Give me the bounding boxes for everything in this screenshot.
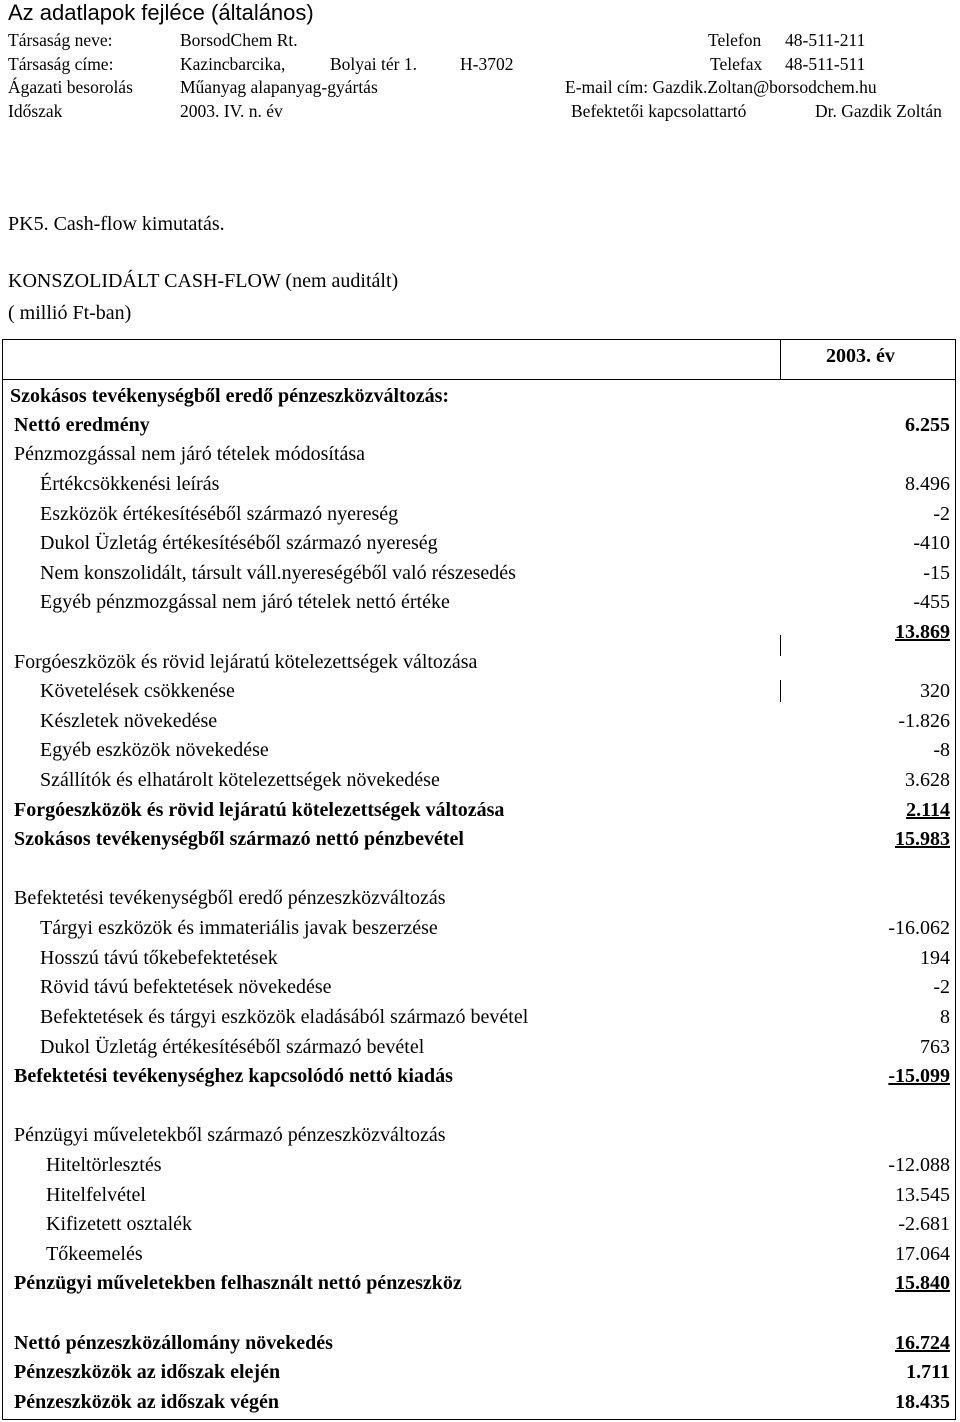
row-value: 15.983 [895, 828, 950, 850]
row-label: Nettó eredmény [14, 414, 150, 436]
row-label: Hosszú távú tőkebefektetések [40, 947, 278, 969]
row-value: -15 [923, 562, 950, 584]
table-row [0, 1154, 956, 1182]
column-divider [780, 339, 781, 380]
row-label: Egyéb eszközök növekedése [40, 739, 269, 761]
sector-value: Műanyag alapanyag-gyártás [180, 77, 378, 97]
row-value: -2 [933, 503, 950, 525]
table-row [0, 562, 956, 590]
table-row [0, 710, 956, 738]
sector-label: Ágazati besorolás [8, 77, 133, 97]
row-value: -2.681 [898, 1213, 950, 1235]
row-label: Készletek növekedése [40, 710, 218, 732]
row-label: Pénzeszközök az időszak végén [14, 1391, 279, 1413]
row-label: Pénzeszközök az időszak elején [14, 1361, 281, 1383]
company-name: BorsodChem Rt. [180, 30, 298, 50]
row-value: 15.840 [895, 1272, 950, 1294]
year-header: 2003. év [826, 345, 895, 367]
row-value: -12.088 [888, 1154, 950, 1176]
table-row [0, 917, 956, 945]
table-row [0, 1332, 956, 1360]
row-value: -1.826 [898, 710, 950, 732]
table-row [0, 1272, 956, 1300]
table-row [0, 621, 956, 649]
address-city: Kazincbarcika, [180, 54, 286, 74]
row-label: Befektetések és tárgyi eszközök eladásából származó bevétel [40, 1006, 529, 1028]
row-label: Befektetési tevékenységből eredő pénzeszközváltozás [14, 887, 446, 909]
table-row [0, 828, 956, 856]
table-row [0, 591, 956, 619]
phone-value: 48-511-211 [785, 30, 866, 50]
row-value: -15.099 [888, 1065, 950, 1087]
row-value: -410 [913, 532, 950, 554]
row-label: Pénzmozgással nem járó tételek módosítása [14, 443, 366, 465]
unit-note: ( millió Ft-ban) [8, 302, 132, 324]
page-title: Az adatlapok fejléce (általános) [8, 0, 314, 25]
table-row [0, 1184, 956, 1212]
ir-contact-label: Befektetői kapcsolattartó [571, 101, 747, 121]
row-value: 1.711 [906, 1361, 950, 1383]
fax-label: Telefax [710, 54, 763, 74]
row-label: Szokásos tevékenységből eredő pénzeszközváltozás: [10, 385, 450, 407]
row-value: 3.628 [905, 769, 950, 791]
row-label: Tőkeemelés [46, 1243, 143, 1265]
row-value: 2.114 [906, 799, 950, 821]
row-label: Tárgyi eszközök és immateriális javak beszerzése [40, 917, 438, 939]
row-label: Nettó pénzeszközállomány növekedés [14, 1332, 333, 1354]
table-row [0, 887, 956, 915]
table-row [0, 680, 956, 708]
period-label: Időszak [8, 101, 63, 121]
address-street: Bolyai tér 1. [330, 54, 417, 74]
row-label: Rövid távú befektetések növekedése [40, 976, 332, 998]
section-title: KONSZOLIDÁLT CASH-FLOW (nem auditált) [8, 270, 399, 292]
row-label: Hitelfelvétel [46, 1184, 146, 1206]
email-link[interactable]: E-mail cím: Gazdik.Zoltan@borsodchem.hu [565, 77, 877, 97]
fax-value: 48-511-511 [785, 54, 866, 74]
row-label: Pénzügyi műveletekben felhasznált nettó pénzeszköz [14, 1272, 462, 1294]
table-row [0, 385, 956, 413]
table-row [0, 769, 956, 797]
row-label: Szokásos tevékenységből származó nettó pénzbevétel [14, 828, 464, 850]
row-value: -455 [913, 591, 950, 613]
table-row [0, 473, 956, 501]
row-value: 320 [920, 680, 950, 702]
table-row [0, 443, 956, 471]
company-name-label: Társaság neve: [8, 30, 113, 50]
row-label: Eszközök értékesítéséből származó nyereség [40, 503, 399, 525]
table-row [0, 1065, 956, 1093]
row-label: Hiteltörlesztés [46, 1154, 162, 1176]
row-label: Dukol Üzletág értékesítéséből származó nyereség [40, 532, 438, 554]
table-row [0, 1036, 956, 1064]
table-row [0, 1006, 956, 1034]
row-value: 18.435 [895, 1391, 950, 1413]
row-label: Nem konszolidált, társult váll.nyereségéből való részesedés [40, 562, 516, 584]
table-row [0, 799, 956, 827]
table-row [0, 1391, 956, 1419]
table-row [0, 1124, 956, 1152]
table-row [0, 651, 956, 679]
row-value: -16.062 [888, 917, 950, 939]
row-value: 6.255 [905, 414, 950, 436]
table-row [0, 976, 956, 1004]
row-label: Egyéb pénzmozgással nem járó tételek nettó értéke [40, 591, 450, 613]
row-label: Pénzügyi műveletekből származó pénzeszközváltozás [14, 1124, 446, 1146]
table-row [0, 503, 956, 531]
row-label: Dukol Üzletág értékesítéséből származó bevétel [40, 1036, 425, 1058]
table-row [0, 532, 956, 560]
ir-contact-value: Dr. Gazdik Zoltán [815, 101, 942, 121]
row-value: -8 [933, 739, 950, 761]
row-value: 13.545 [895, 1184, 950, 1206]
row-value: 16.724 [895, 1332, 950, 1354]
row-label: Forgóeszközök és rövid lejáratú kötelezettségek változása [14, 799, 505, 821]
row-value: 8.496 [905, 473, 950, 495]
section-code: PK5. Cash-flow kimutatás. [8, 213, 225, 235]
row-label: Szállítók és elhatárolt kötelezettségek növekedése [40, 769, 440, 791]
table-row [0, 1361, 956, 1389]
row-value: 194 [920, 947, 950, 969]
period-value: 2003. IV. n. év [180, 101, 283, 121]
row-label: Értékcsökkenési leírás [40, 473, 220, 495]
table-row [0, 414, 956, 442]
table-row [0, 1243, 956, 1271]
row-value: 13.869 [895, 621, 950, 643]
address-zip: H-3702 [460, 54, 514, 74]
header-divider [2, 379, 956, 380]
row-value: 763 [920, 1036, 950, 1058]
table-row [0, 739, 956, 767]
phone-label: Telefon [708, 30, 762, 50]
table-row [0, 1213, 956, 1241]
row-value: -2 [933, 976, 950, 998]
row-label: Befektetési tevékenységhez kapcsolódó nettó kiadás [14, 1065, 453, 1087]
row-label: Kifizetett osztalék [46, 1213, 193, 1235]
table-row [0, 947, 956, 975]
row-value: 17.064 [895, 1243, 950, 1265]
row-value: 8 [940, 1006, 950, 1028]
row-label: Követelések csökkenése [40, 680, 235, 702]
address-label: Társaság címe: [8, 54, 114, 74]
row-label: Forgóeszközök és rövid lejáratú kötelezettségek változása [14, 651, 478, 673]
